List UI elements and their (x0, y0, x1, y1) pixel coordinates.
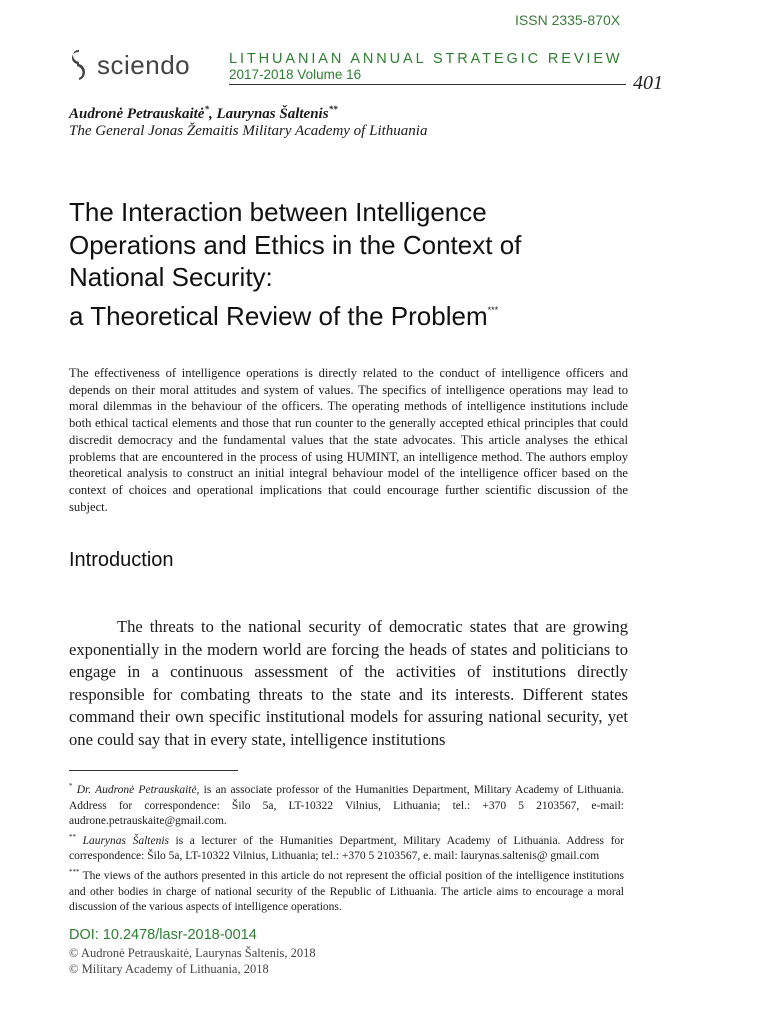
title-line-1: The Interaction between Intelligence (69, 197, 487, 227)
footnote-mark: ** (69, 832, 76, 841)
abstract: The effectiveness of intelligence operations is directly related to the conduct of intelligence officers and depends on their moral attitudes and system of values. The specifics of intelligence operations may lead to moral dilemmas in the behaviour of the officers. The operating methods of intelligence institutions include both ethical tactical elements and those that run counter to the generally accepted ethical principles that could discredit democracy and the fundamental values that the state advocates. This article analyses the ethical problems that are encountered in the process of using HUMINT, an intelligence method. The authors employ theoretical analysis to construct an initial integral behaviour model of the intelligence officer based on the context of choices and operational implications that could encourage further scientific discussion of the subject. (69, 366, 628, 514)
footnote-1 (69, 779, 624, 830)
author-footnote-mark-1[interactable]: * (204, 104, 209, 114)
footnote-text: is an associate professor of the Humanities Department, Military Academy of Lithuania. Address for correspondence: Šilo 5a, LT-10322 Vilnius, Lithuania; tel.: +370 5 2103567, e-mail: audrone.petrauskaite@gmail.com. (69, 783, 624, 828)
logo-wordmark: sciendo (97, 49, 191, 80)
title-footnote-mark[interactable]: *** (487, 304, 499, 315)
footnote-author-name: Dr. Audronė Petrauskaitė, (76, 783, 200, 796)
footnote-rule (69, 770, 238, 771)
copyright-authors: © Audronė Petrauskaitė, Laurynas Šaltenis, 2018 (69, 946, 316, 960)
footnote-text: is a lecturer of the Humanities Department, Military Academy of Lithuania. Address for correspondence: Šilo 5a, LT-10322 Vilnius, Lithuania; tel.: +370 5 2103567, e. mail: laurynas.saltenis@ gmail.com (69, 834, 624, 863)
title-line-2: Operations and Ethics in the Context of (69, 229, 522, 260)
author-name-1: Audronė Petrauskaitė (69, 106, 205, 122)
sciendo-logo-icon (67, 48, 91, 82)
footnote-2 (69, 830, 624, 865)
copyright-institution: © Military Academy of Lithuania, 2018 (69, 962, 269, 976)
author-separator: , (208, 106, 217, 122)
title-line-4-wrap (69, 294, 689, 333)
author-affiliation: The General Jonas Žemaitis Military Academy of Lithuania (69, 123, 428, 139)
issn-number: ISSN 2335-870X (515, 12, 621, 28)
title-line-3: National Security: (69, 262, 273, 292)
footnote-author-name: Laurynas Šaltenis (82, 834, 169, 847)
footnote-mark: * (69, 782, 73, 790)
author-footnote-mark-2[interactable]: ** (328, 104, 338, 114)
journal-name: LITHUANIAN ANNUAL STRATEGIC REVIEW (229, 51, 623, 67)
journal-volume: 2017-2018 Volume 16 (229, 67, 362, 82)
article-title (69, 196, 689, 332)
publisher-logo (67, 48, 190, 82)
footnote-mark: *** (69, 868, 80, 877)
body-paragraph: The threats to the national security of democratic states that are growing exponentially in the modern world are forcing the heads of states and politicians to engage in a continuous assessment of the activities of institutions directly responsible for combating threats to the state and its interests. Different states command their own specific institutional models for assuring national security, yet one could say that in every state, intelligence institutions (69, 617, 628, 749)
header-rule (229, 84, 626, 85)
page-number: 401 (633, 72, 663, 94)
author-line (69, 104, 338, 123)
footnote-3 (69, 865, 624, 916)
footnote-text: The views of the authors presented in this article do not represent the official position of the intelligence institutions and other bodies in charge of national security of the Republic of Lithuania. The article aims to encourage a moral discussion of the various aspects of intelligence operations. (69, 870, 624, 914)
doi-link[interactable]: DOI: 10.2478/lasr-2018-0014 (69, 927, 257, 943)
footnotes (69, 779, 624, 916)
author-name-2: Laurynas Šaltenis (216, 106, 329, 122)
section-heading-introduction: Introduction (69, 549, 174, 571)
title-line-4: a Theoretical Review of the Problem (69, 300, 488, 331)
